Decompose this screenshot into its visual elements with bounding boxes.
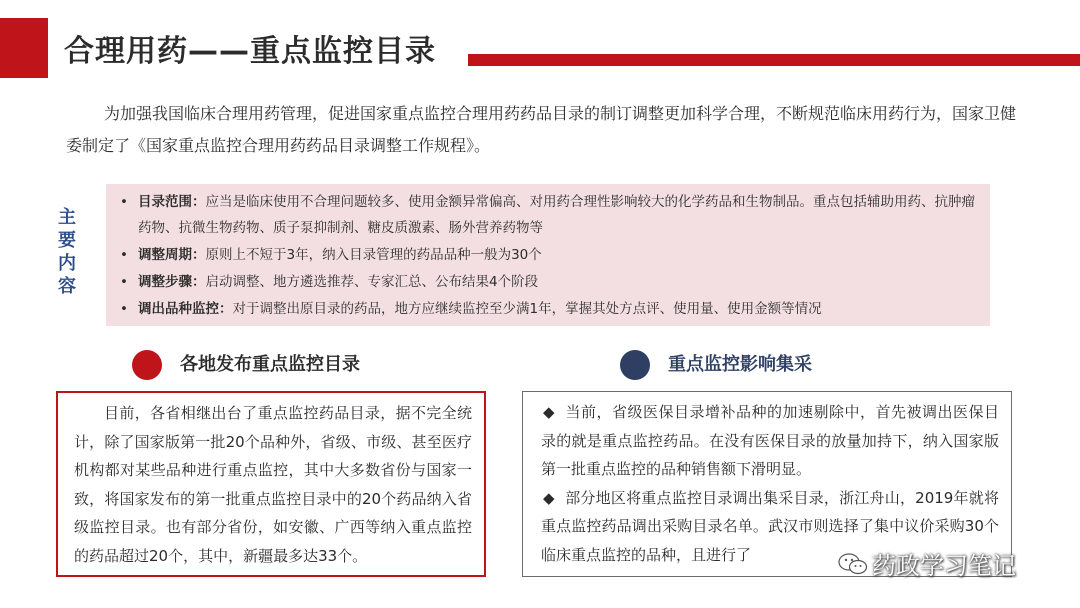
point-text: 启动调整、地方遴选推荐、专家汇总、公布结果4个阶段 xyxy=(205,274,539,290)
list-item xyxy=(116,242,976,268)
navy-circle-icon xyxy=(620,350,650,380)
list-item xyxy=(541,398,999,484)
title-accent-bar xyxy=(468,54,1080,66)
point-key: 目录范围： xyxy=(138,194,206,210)
side-label-char: 内 xyxy=(58,253,76,274)
watermark xyxy=(838,546,1016,581)
side-label-char: 主 xyxy=(58,207,76,228)
left-section-title: 各地发布重点监控目录 xyxy=(180,354,360,375)
list-item xyxy=(116,189,976,241)
point-text: 对于调整出原目录的药品，地方应继续监控至少满1年，掌握其处方点评、使用量、使用金额等情况 xyxy=(232,301,822,317)
point-key: 调整周期： xyxy=(138,247,206,263)
main-points-list xyxy=(116,189,976,322)
diamond-bullet-icon: ◆ xyxy=(543,403,555,421)
bullet-text: 当前，省级医保目录增补品种的加速剔除中，首先被调出医保目录的就是重点监控药品。在没有医保目录的放量加持下，纳入国家版第一批重点监控的品种销售额下滑明显。 xyxy=(541,403,999,478)
point-key: 调出品种监控： xyxy=(138,301,233,317)
red-circle-icon xyxy=(132,350,162,380)
left-section-body: 目前，各省相继出台了重点监控药品目录，据不完全统计，除了国家版第一批20个品种外，省级、市级、甚至医疗机构都对某些品种进行重点监控，其中大多数省份与国家一致，将国家发布的第一批重点监控目录中的20个药品纳入省级监控目录。也有部分省份，如安徽、广西等纳入重点监控的药品超过20个，其中，新疆最多达33个。 xyxy=(74,404,472,565)
intro-paragraph: 为加强我国临床合理用药管理，促进国家重点监控合理用药药品目录的制订调整更加科学合理，不断规范临床用药行为，国家卫健委制定了《国家重点监控合理用药药品目录调整工作规程》。 xyxy=(66,104,1017,155)
point-key: 调整步骤： xyxy=(138,274,206,290)
corner-accent-block xyxy=(0,18,48,78)
point-text: 原则上不短于3年，纳入目录管理的药品品种一般为30个 xyxy=(205,247,542,263)
right-section-title: 重点监控影响集采 xyxy=(668,354,812,375)
diamond-bullet-icon: ◆ xyxy=(543,488,555,507)
list-item xyxy=(116,269,976,295)
list-item xyxy=(116,296,976,322)
main-points-box xyxy=(106,184,990,326)
left-section-card xyxy=(56,391,486,577)
bullet-text: 部分地区将重点监控目录调出集采目录，浙江舟山，2019年就将重点监控药品调出采购目录名单。武汉市则选择了集中议价采购30个临床重点监控的品种，且进行了 xyxy=(541,488,999,564)
wechat-icon xyxy=(838,552,868,576)
side-label-char: 容 xyxy=(58,276,76,297)
watermark-text: 药政学习笔记 xyxy=(872,552,1016,580)
side-label-char: 要 xyxy=(58,230,76,251)
main-content-label xyxy=(56,206,78,298)
page-title: 合理用药——重点监控目录 xyxy=(64,34,436,69)
point-text: 应当是临床使用不合理问题较多、使用金额异常偏高、对用药合理性影响较大的化学药品和生物制品。重点包括辅助用药、抗肿瘤药物、抗微生物药物、质子泵抑制剂、糖皮质激素、肠外营养药物等 xyxy=(138,194,975,236)
